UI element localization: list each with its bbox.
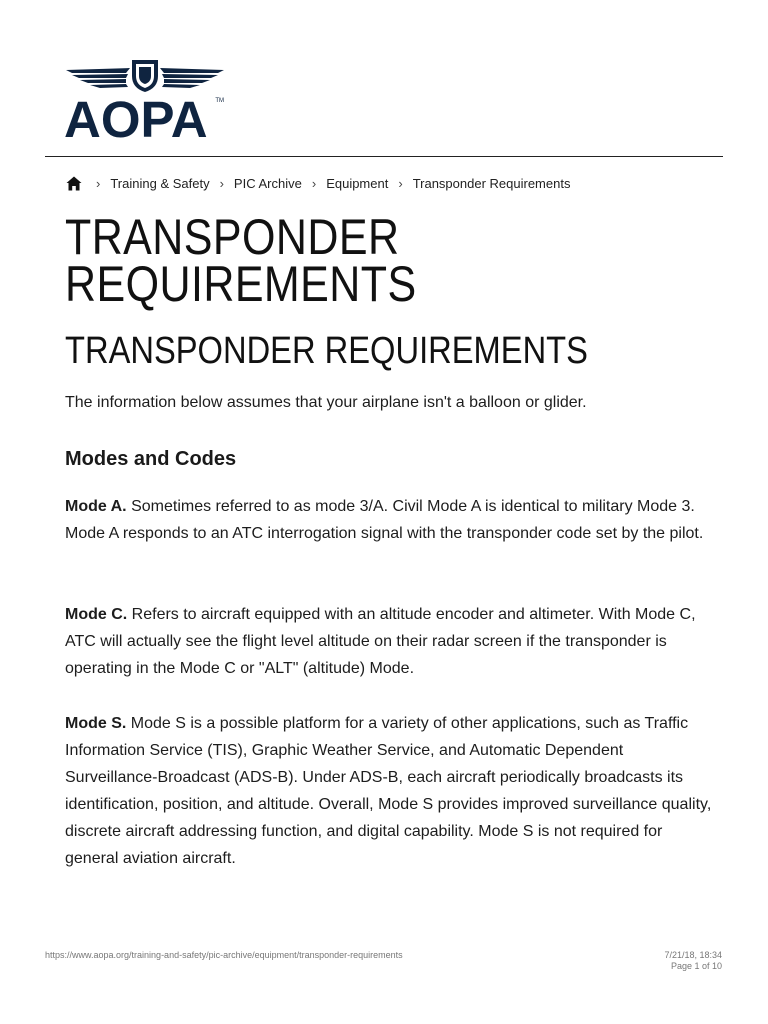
- footer-timestamp: 7/21/18, 18:34: [664, 950, 722, 960]
- paragraph-body: Refers to aircraft equipped with an altitude encoder and altimeter. With Mode C, ATC will actually see the flight level altitude on their radar screen if the transponder is operating in the Mode C or "ALT" (altitude) Mode.: [65, 606, 696, 677]
- page-title: TRANSPONDER REQUIREMENTS: [65, 209, 417, 312]
- breadcrumb-training-safety[interactable]: Training & Safety: [110, 175, 210, 191]
- footer-url: https://www.aopa.org/training-and-safety/pic-archive/equipment/transponder-requirements: [45, 950, 403, 960]
- intro-text: The information below assumes that your airplane isn't a balloon or glider.: [65, 394, 587, 411]
- logo-text: AOPA: [64, 91, 208, 148]
- breadcrumb-pic-archive[interactable]: PIC Archive: [233, 175, 302, 191]
- aopa-wings-logo: [64, 58, 226, 94]
- breadcrumb-current-page[interactable]: Transponder Requirements: [412, 175, 571, 191]
- paragraph-lead: Mode C.: [65, 606, 128, 623]
- breadcrumb-separator: ›: [398, 175, 403, 191]
- breadcrumb: [66, 173, 570, 193]
- paragraph-body: Sometimes referred to as mode 3/A. Civil Mode A is identical to military Mode 3. Mode A responds to an ATC interrogation signal with the transponder code set by the pilot.: [65, 498, 704, 542]
- breadcrumb-equipment[interactable]: Equipment: [326, 175, 389, 191]
- page-subtitle: TRANSPONDER REQUIREMENTS: [65, 330, 588, 372]
- breadcrumb-separator: ›: [219, 175, 224, 191]
- breadcrumb-separator: ›: [96, 175, 101, 191]
- section-heading: Modes and Codes: [65, 448, 237, 470]
- footer-meta: [664, 950, 722, 972]
- paragraph-body: Mode S is a possible platform for a variety of other applications, such as Traffic Information Service (TIS), Graphic Weather Service, and Automatic Dependent Surveillance-Broadcast (ADS-B). Under ADS-B, each aircraft periodically broadcasts its identification, position, and altitude. Overall, Mode S provides improved surveillance quality, discrete aircraft addressing function, and digital capability. Mode S is not required for general aviation aircraft.: [65, 715, 712, 867]
- aopa-logo[interactable]: [64, 58, 226, 148]
- home-link[interactable]: [66, 174, 86, 192]
- trademark-mark: TM: [215, 98, 224, 104]
- paragraph-lead: Mode S.: [65, 715, 127, 732]
- paragraph-mode-c: [65, 601, 715, 682]
- paragraph-mode-s: [65, 710, 715, 872]
- header-divider: [45, 156, 723, 157]
- logo-wordmark: [64, 91, 226, 148]
- paragraph-mode-a: [65, 493, 715, 547]
- breadcrumb-separator: ›: [311, 175, 317, 191]
- footer-page-indicator: Page 1 of 10: [670, 961, 722, 971]
- home-icon: [66, 176, 82, 191]
- paragraph-lead: Mode A.: [65, 498, 127, 515]
